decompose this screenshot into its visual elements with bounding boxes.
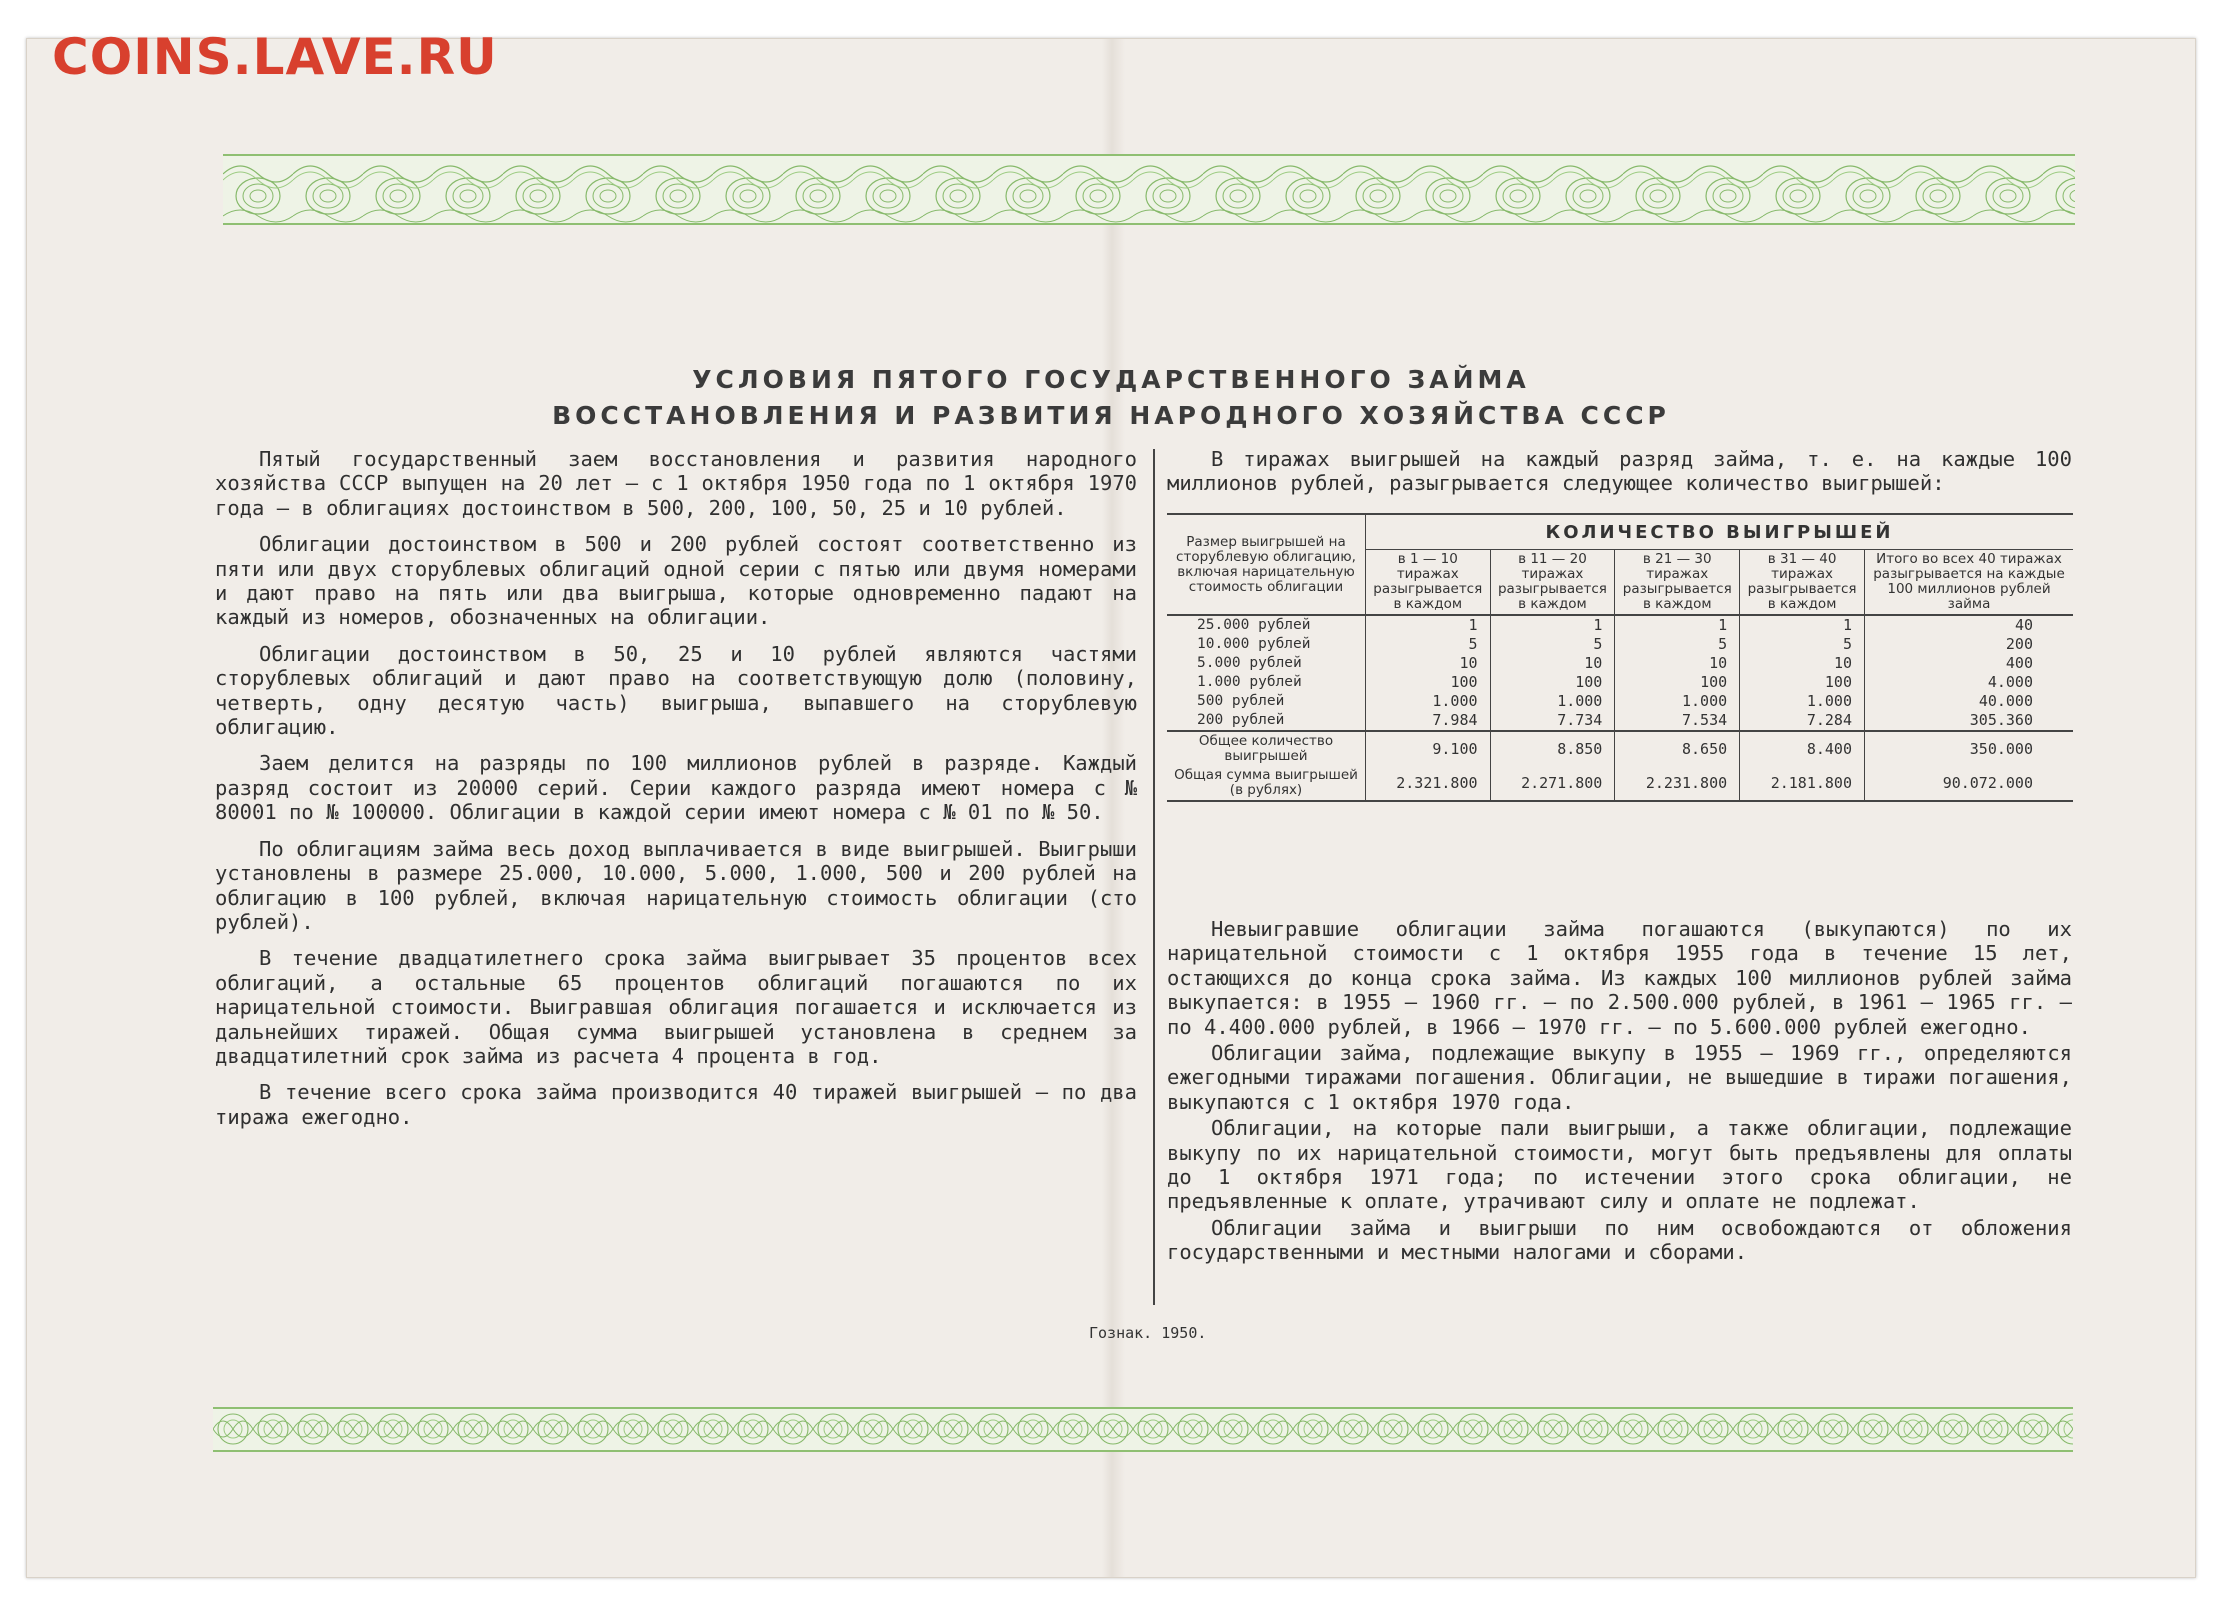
cell: 2.321.800: [1366, 766, 1491, 801]
cell: 1: [1490, 615, 1615, 635]
document-title-line-1: УСЛОВИЯ ПЯТОГО ГОСУДАРСТВЕННОГО ЗАЙМА: [692, 365, 1530, 394]
table-row-total-sum: [1167, 766, 2073, 801]
paragraph: Облигации займа, подлежащие выкупу в 1955 — 1969 гг., определяются ежегодными тиражами погашения. Облигации, не вышедшие в тиражи погашения, выкупаются с 1 октября 1970 года.: [1167, 1041, 2072, 1114]
cell: 1.000: [1490, 692, 1615, 711]
cell: 10: [1366, 654, 1491, 673]
cell: 100: [1615, 673, 1740, 692]
site-watermark: COINS.LAVE.RU: [52, 28, 498, 86]
col-header: в 31 — 40 тиражах разыгрывается в каждом: [1740, 550, 1865, 616]
cell: 7.734: [1490, 711, 1615, 731]
cell: 5: [1366, 635, 1491, 654]
cell: 8.650: [1615, 731, 1740, 766]
paragraph: Облигации, на которые пали выигрыши, а также облигации, подлежащие выкупу по их нарицательной стоимости, могут быть предъявлены для оплаты до 1 октября 1971 года; по истечении этого срока облигации, не предъявленные к оплате, утрачивают силу и оплате не подлежат.: [1167, 1116, 2072, 1214]
cell: 2.231.800: [1615, 766, 1740, 801]
paragraph: В течение двадцатилетнего срока займа выигрывает 35 процентов всех облигаций, а остальные 65 процентов облигаций погашаются по их нарицательной стоимости. Выигравшая облигация погашается и исключается из дальнейших тиражей. Общая сумма выигрышей установлена в среднем за двадцатилетний срок займа из расчета 4 процента в год.: [215, 946, 1137, 1068]
col-header: Итого во всех 40 тиражах разыгрывается на каждые 100 миллионов рублей займа: [1865, 550, 2074, 616]
table-row: [1167, 635, 2073, 654]
column-divider: [1153, 449, 1155, 1305]
col-header: в 21 — 30 тиражах разыгрывается в каждом: [1615, 550, 1740, 616]
row-label: 25.000 рублей: [1167, 615, 1366, 635]
guilloche-band-bottom: [213, 1407, 2073, 1452]
document-title-line-2: ВОССТАНОВЛЕНИЯ И РАЗВИТИЯ НАРОДНОГО ХОЗЯЙСТВА СССР: [552, 401, 1670, 430]
table-row: [1167, 615, 2073, 635]
paragraph: В тиражах выигрышей на каждый разряд займа, т. е. на каждые 100 миллионов рублей, разыгрывается следующее количество выигрышей:: [1167, 447, 2072, 496]
quantity-header: КОЛИЧЕСТВО ВЫИГРЫШЕЙ: [1366, 514, 2074, 550]
cell: 5: [1615, 635, 1740, 654]
table-row: [1167, 692, 2073, 711]
cell: 100: [1740, 673, 1865, 692]
right-column-text: [1167, 917, 2072, 1267]
cell-total: 4.000: [1865, 673, 2074, 692]
cell-total: 350.000: [1865, 731, 2074, 766]
cell: 10: [1490, 654, 1615, 673]
paragraph: Облигации займа и выигрыши по ним освобождаются от обложения государственными и местными налогами и сборами.: [1167, 1215, 2072, 1265]
printer-imprint: Гознак. 1950.: [1089, 1324, 1207, 1342]
paragraph: Облигации достоинством в 50, 25 и 10 рублей являются частями сторублевых облигаций и дают право на соответствующую долю (половину, четверть, одну десятую часть) выигрыша, выпавшего на сторублевую облигацию.: [215, 641, 1137, 740]
paragraph: Облигации достоинством в 500 и 200 рублей состоят соответственно из пяти или двух сторублевых облигаций одной серии с пятью или двумя номерами и дают право на пять или два выигрыша, которые одновременно падают на каждый из номеров, обозначенных на облигации.: [215, 532, 1137, 630]
cell: 5: [1490, 635, 1615, 654]
cell-total: 400: [1865, 654, 2074, 673]
col-header: в 1 — 10 тиражах разыгрывается в каждом: [1366, 550, 1491, 616]
cell: 9.100: [1366, 731, 1491, 766]
row-label: Общее количество выигрышей: [1167, 731, 1366, 766]
bond-sheet: [26, 38, 2196, 1578]
cell: 8.850: [1490, 731, 1615, 766]
cell: 10: [1615, 654, 1740, 673]
table-row: [1167, 711, 2073, 731]
cell: 1: [1740, 615, 1865, 635]
cell: 7.984: [1366, 711, 1491, 731]
right-column-intro: [1167, 447, 2072, 508]
row-label: 500 рублей: [1197, 693, 1285, 709]
paragraph: Невыигравшие облигации займа погашаются (выкупаются) по их нарицательной стоимости с 1 октября 1955 года в течение 15 лет, остающихся до конца срока займа. Из каждых 100 миллионов рублей займа выкупается: в 1955 — 1960 гг. — по 2.500.000 рублей, в 1961 — 1965 гг. — по 4.400.000 рублей, в 1966 — 1970 гг. — по 5.600.000 рублей ежегодно.: [1167, 917, 2072, 1039]
cell: 1: [1615, 615, 1740, 635]
cell-total: 40: [1865, 615, 2074, 635]
cell: 1.000: [1615, 692, 1740, 711]
cell: 10: [1740, 654, 1865, 673]
paragraph: Заем делится на разряды по 100 миллионов рублей в разряде. Каждый разряд состоит из 20000 серий. Серии каждого разряда имеют номера с № 80001 по № 100000. Облигации в каждой серии имеют номера с № 01 по № 50.: [215, 751, 1137, 825]
winnings-table: [1167, 513, 2073, 802]
row-label: 1.000 рублей: [1197, 674, 1302, 690]
paragraph: По облигациям займа весь доход выплачивается в виде выигрышей. Выигрыши установлены в размере 25.000, 10.000, 5.000, 1.000, 500 и 200 рублей на облигацию в 100 рублей, включая нарицательную стоимость облигации (сто рублей).: [215, 836, 1137, 934]
paragraph: В течение всего срока займа производится 40 тиражей выигрышей — по два тиража ежегодно.: [215, 1080, 1137, 1129]
cell: 1.000: [1366, 692, 1491, 711]
table-row: [1167, 654, 2073, 673]
cell: 7.284: [1740, 711, 1865, 731]
row-label: 5.000 рублей: [1197, 655, 1302, 671]
size-header: Размер выигрышей на сторублевую облигацию, включая нарицательную стоимость облигации: [1167, 514, 1366, 615]
guilloche-band-top: [223, 154, 2075, 225]
cell-total: 40.000: [1865, 692, 2074, 711]
paragraph: Пятый государственный заем восстановления и развития народного хозяйства СССР выпущен на 20 лет — с 1 октября 1950 года по 1 октября 1970 года — в облигациях достоинством в 500, 200, 100, 50, 25 и 10 рублей.: [215, 447, 1137, 520]
cell: 8.400: [1740, 731, 1865, 766]
table-row: [1167, 673, 2073, 692]
cell: 2.271.800: [1490, 766, 1615, 801]
cell: 1.000: [1740, 692, 1865, 711]
cell-total: 200: [1865, 635, 2074, 654]
row-label: Общая сумма выигрышей (в рублях): [1167, 766, 1366, 801]
table-row-total-count: [1167, 731, 2073, 766]
cell-total: 305.360: [1865, 711, 2074, 731]
cell: 5: [1740, 635, 1865, 654]
left-column-text: [215, 447, 1137, 1141]
cell: 1: [1366, 615, 1491, 635]
cell: 2.181.800: [1740, 766, 1865, 801]
row-label: 200 рублей: [1197, 712, 1285, 728]
cell-total: 90.072.000: [1865, 766, 2074, 801]
cell: 7.534: [1615, 711, 1740, 731]
col-header: в 11 — 20 тиражах разыгрывается в каждом: [1490, 550, 1615, 616]
row-label: 10.000 рублей: [1197, 636, 1311, 652]
cell: 100: [1366, 673, 1491, 692]
cell: 100: [1490, 673, 1615, 692]
